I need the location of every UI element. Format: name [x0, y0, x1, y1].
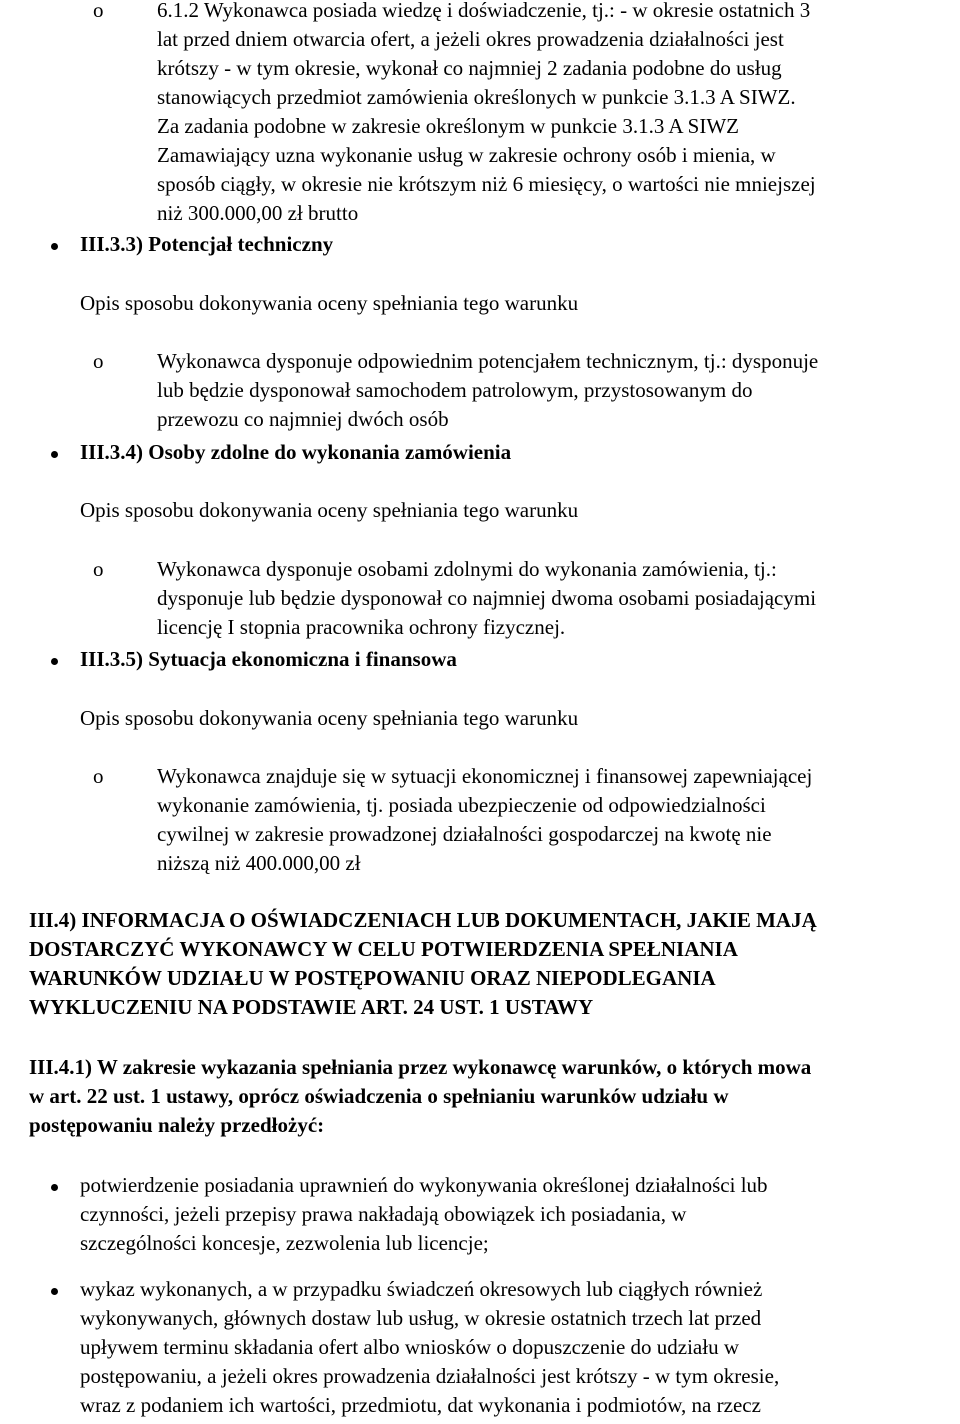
text-line: Wykonawca znajduje się w sytuacji ekonomicznej i finansowej zapewniającej: [157, 764, 813, 788]
text-line: 6.1.2 Wykonawca posiada wiedzę i doświadczenie, tj.: - w okresie ostatnich 3: [157, 0, 811, 22]
text-line: Zamawiający uzna wykonanie usług w zakresie ochrony osób i mienia, w: [157, 143, 776, 167]
bullet-icon: [51, 243, 58, 250]
list-item-personnel: [157, 555, 957, 642]
text-line: postępowaniu należy przedłożyć:: [29, 1113, 325, 1137]
section-heading: III.3.4) Osoby zdolne do wykonania zamówienia: [80, 440, 512, 464]
text-line: potwierdzenie posiadania uprawnień do wykonywania określonej działalności lub: [80, 1173, 768, 1197]
bullet-icon: [51, 451, 58, 458]
text-line: III.4.1) W zakresie wykazania spełniania przez wykonawcę warunków, o których mowa: [29, 1055, 812, 1079]
section-heading: III.3.3) Potencjał techniczny: [80, 232, 334, 256]
list-item-technical: [157, 347, 957, 434]
text-line: III.4) INFORMACJA O OŚWIADCZENIACH LUB DOKUMENTACH, JAKIE MAJĄ: [29, 908, 817, 932]
list-marker: o: [93, 764, 104, 788]
text-line: upływem terminu składania ofert albo wniosków o dopuszczenie do udziału w: [80, 1335, 739, 1359]
text-line: sposób ciągły, w okresie nie krótszym niż 6 miesięcy, o wartości nie mniejszej: [157, 172, 816, 196]
list-marker: o: [93, 557, 104, 581]
text-line: wykonywanych, głównych dostaw lub usług, w okresie ostatnich trzech lat przed: [80, 1306, 762, 1330]
bullet-icon: [51, 658, 58, 665]
section-subheading: Opis sposobu dokonywania oceny spełniania tego warunku: [80, 291, 579, 315]
text-line: postępowaniu, a jeżeli okres prowadzenia działalności jest krótszy - w tym okresie,: [80, 1364, 780, 1388]
list-item-services-list: [80, 1275, 932, 1420]
list-marker: o: [93, 349, 104, 373]
text-line: WYKLUCZENIU NA PODSTAWIE ART. 24 UST. 1 USTAWY: [29, 995, 594, 1019]
text-line: Wykonawca dysponuje osobami zdolnymi do wykonania zamówienia, tj.:: [157, 557, 777, 581]
text-line: krótszy - w tym okresie, wykonał co najmniej 2 zadania podobne do usług: [157, 56, 782, 80]
section-subheading: Opis sposobu dokonywania oceny spełniania tego warunku: [80, 498, 579, 522]
chapter-heading: [29, 906, 955, 1022]
list-marker: o: [93, 0, 104, 22]
text-line: w art. 22 ust. 1 ustawy, oprócz oświadczenia o spełnianiu warunków udziału w: [29, 1084, 729, 1108]
subchapter-heading: [29, 1053, 955, 1140]
text-line: czynności, jeżeli przepisy prawa nakładają obowiązek ich posiadania, w: [80, 1202, 687, 1226]
list-item-permits: [80, 1171, 932, 1258]
text-line: DOSTARCZYĆ WYKONAWCY W CELU POTWIERDZENIA SPEŁNIANIA: [29, 937, 738, 961]
section-subheading: Opis sposobu dokonywania oceny spełniania tego warunku: [80, 706, 579, 730]
text-line: wraz z podaniem ich wartości, przedmiotu, dat wykonania i podmiotów, na rzecz: [80, 1393, 761, 1417]
text-line: WARUNKÓW UDZIAŁU W POSTĘPOWANIU ORAZ NIEPODLEGANIA: [29, 966, 716, 990]
text-line: lub będzie dysponował samochodem patrolowym, przystosowanym do: [157, 378, 753, 402]
list-item-experience: [157, 0, 957, 228]
text-line: Za zadania podobne w zakresie określonym w punkcie 3.1.3 A SIWZ: [157, 114, 740, 138]
list-item-financial: [157, 762, 957, 878]
bullet-icon: [51, 1288, 58, 1295]
section-heading: III.3.5) Sytuacja ekonomiczna i finansowa: [80, 647, 457, 671]
text-line: niż 300.000,00 zł brutto: [157, 201, 359, 225]
text-line: wykaz wykonanych, a w przypadku świadczeń okresowych lub ciągłych również: [80, 1277, 763, 1301]
bullet-icon: [51, 1184, 58, 1191]
text-line: lat przed dniem otwarcia ofert, a jeżeli okres prowadzenia działalności jest: [157, 27, 784, 51]
text-line: dysponuje lub będzie dysponował co najmniej dwoma osobami posiadającymi: [157, 586, 817, 610]
text-line: wykonanie zamówienia, tj. posiada ubezpieczenie od odpowiedzialności: [157, 793, 766, 817]
text-line: szczególności koncesje, zezwolenia lub licencje;: [80, 1231, 489, 1255]
text-line: licencję I stopnia pracownika ochrony fizycznej.: [157, 615, 566, 639]
text-line: Wykonawca dysponuje odpowiednim potencjałem technicznym, tj.: dysponuje: [157, 349, 819, 373]
text-line: przewozu co najmniej dwóch osób: [157, 407, 449, 431]
text-line: stanowiących przedmiot zamówienia określonych w punkcie 3.1.3 A SIWZ.: [157, 85, 796, 109]
text-line: niższą niż 400.000,00 zł: [157, 851, 361, 875]
text-line: cywilnej w zakresie prowadzonej działalności gospodarczej na kwotę nie: [157, 822, 772, 846]
